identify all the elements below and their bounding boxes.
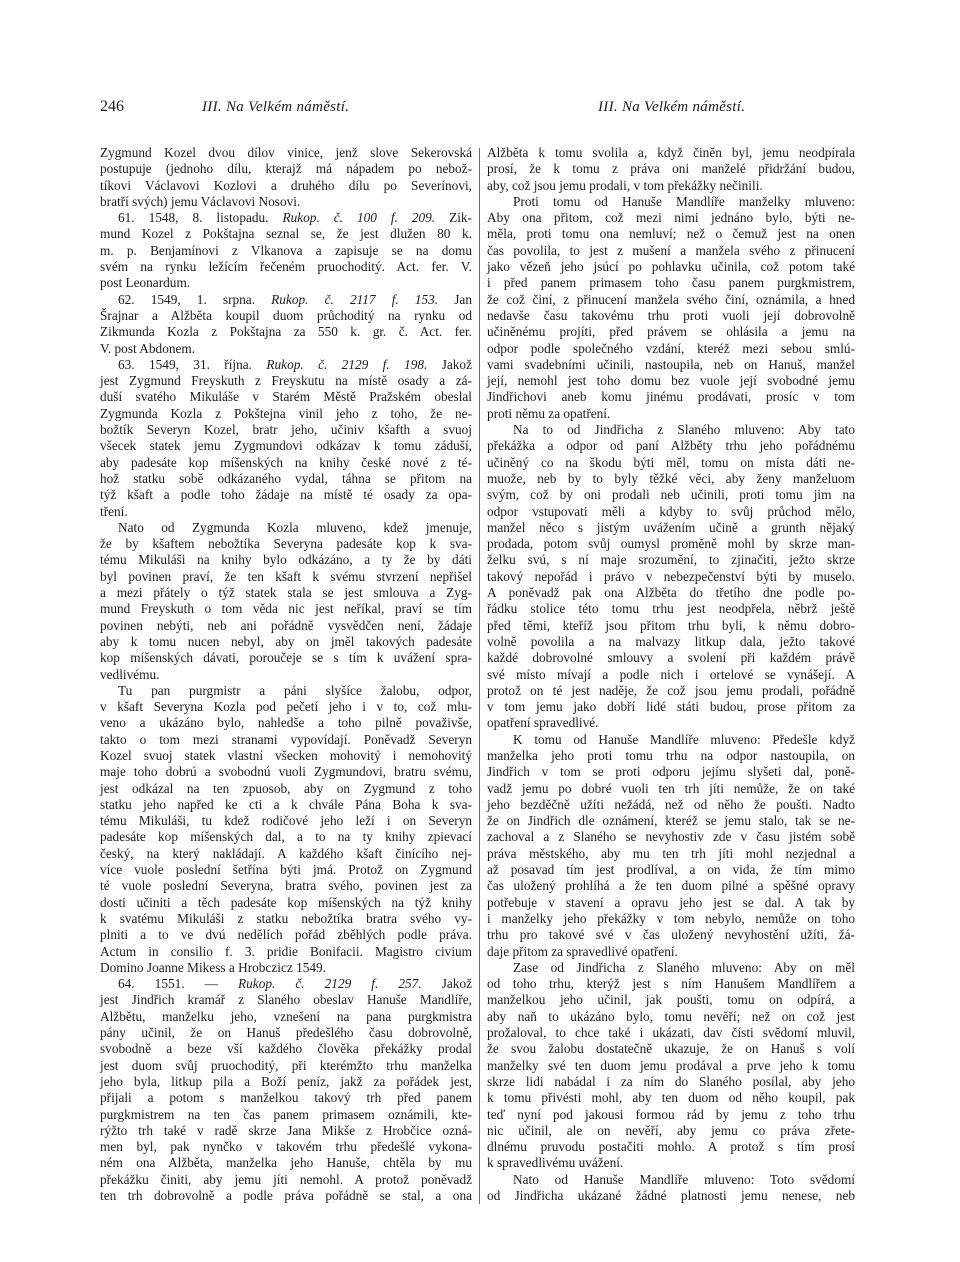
text-line [100,357,472,373]
text-line: postupuje (jednoho dílu, kterajž má nápadem po nebož- [100,161,472,177]
text-line: protož on té jest naděje, že což jsou jemu prodali, pořádně [487,682,855,698]
text-line: Zikmunda Kozla z Pokštajna za 550 k. gr. č. Act. fer. [100,324,472,340]
text-line: jeho bezděčně užíti nežádá, než od něho že poušti. Nadto [487,796,855,812]
text-segment: Zik- [435,210,472,226]
text-line: Nato od Zygmunda Kozla mluveno, kdež jmenuje, [118,519,472,535]
text-line: manželkou jeho učinil, jak poušti, tomu on odpírá, a [487,992,855,1008]
paragraph [100,145,472,210]
text-line: mund Kozel z Pokštajna seznal se, že jest dlužen 80 k. [100,226,472,242]
text-line: té vuole poslední Severyna, bratra svého, povinen jest za [100,878,472,894]
text-line: až posavad tím jest prodlíval, a on vida, že tím mimo [487,862,855,878]
text-line: K tomu od Hanuše Mandlíře mluveno: Předešle když [513,731,855,747]
text-line: překážka a odpor od paní Alžběty trhu jeho pořádnému [487,438,855,454]
text-line: statku jeho napřed ke cti a k chvále Pána Boha k sva- [100,796,472,812]
text-line: vami svadebními učinili, nastoupila, neb on Hanuš, manžel [487,356,855,372]
text-line: post Leonardum. [100,275,191,291]
text-line: manželky své ten duom jemu prodával a prve jeho k tomu [487,1057,855,1073]
manuscript-reference: Rukop. č. 2117 f. 153. [271,291,439,307]
text-line: vedlivému. [100,666,160,682]
text-line: svém na rynku ležícím řečeném pruochoditý. Act. fer. V. [100,259,472,275]
text-line: prosí, že k tomu z práva oni manželé přidržání budou, [487,161,855,177]
text-line: v tom jemu jako dobří lidé státi budou, prose přitom za [487,699,855,715]
text-line: ten trh dobrovolně a podle práva pořádně se stal, a ona [100,1188,472,1203]
text-line: dosti učiniti a těch padesáte kop míšenských na týž knihy [100,894,472,910]
text-line: jest odkázal na ten zpuosob, aby on Zygmund z toho [100,780,472,796]
text-line: přijali a potom s manželkou takový trh před panem [100,1090,472,1106]
text-line: Jindřichovi aneb komu jinému prodávati, prosíc v tom [487,389,855,405]
text-line: skrze lidi nabádal i za ním do Slaného posílal, aby jeho [487,1073,855,1089]
text-line: Kozel svuoj statek vlastní všecken mohovitý i nemohovitý [100,747,472,763]
text-line: manželka jeho proti tomu trhu na odpor nastoupila, on [487,747,855,763]
text-line: odpor podle společného vzdání, kteréž mezi sebou smlú- [487,340,855,356]
text-line: aby naň to ukázáno bylo, tomu nevěří; než on což jest [487,1008,855,1024]
text-line: Jindřich v tom se proti odporu jejímu slyšeti dal, poně- [487,764,855,780]
text-line: želku svú, s ní maje srozumění, to zjinačiti, ježto skrze [487,552,855,568]
text-line: vadž jemu po dobré vuoli ten trh jíti nemůže, že on také [487,780,855,796]
manuscript-reference: Rukop. č. 2129 f. 198. [266,356,428,372]
text-line: Tu pan purgmistr a páni slyšíce žalobu, odpor, [118,682,472,698]
text-line: svobodně a beze vší každého člověka překážky prodal [100,1041,472,1057]
text-line [100,292,472,308]
text-line: teď nyní pod jakousi formou rád by jemu z toho trhu [487,1106,855,1122]
text-line: že svou žalobu dostatečně ukazuje, že on Hanuš s volí [487,1041,855,1057]
paragraph [487,145,855,194]
text-line: potřebuje v stavení a opravu jeho jest se dal. A tak by [487,894,855,910]
text-line: čas povolila, to jest z mušení a manžela svého z přinucení [487,242,855,258]
text-line: Na to od Jindřicha z Slaného mluveno: Aby tato [513,422,855,438]
text-line: muože, neb by to byly těžké věci, aby ženy manželuom [487,470,855,486]
text-line: Alžběta k tomu svolila a, když činěn byl, jemu neodpírala [487,145,855,160]
text-line: její, nemohl jest toho domu bez vuole její svobodné jemu [487,373,855,389]
text-line: v kšaft Severyna Kozla pod pečetí jeho i v to, což mlu- [100,699,472,715]
text-line: učiněnému projíti, před právem se ohlásila a jemu na [487,324,855,340]
text-line: překážku činiti, aby jemu jíti nemohl. A protož poněvadž [100,1171,472,1187]
text-line: povinen nebýti, neb ani pořádně vysvědčen není, žádaje [100,617,472,633]
text-line: takto o tom mezi stranami vypovídají. Poněvadž Severyn [100,731,472,747]
text-segment: Jan [438,291,472,307]
text-line: manžel něco s jistým uvážením učině a grunth nějaký [487,519,855,535]
text-line: od toho trhu, kterýž jest s ním Hanušem Mandlířem a [487,976,855,992]
text-line: týž kšaft a podle toho žádaje na místě té osady za opa- [100,487,472,503]
text-line: Actum in consilio f. 3. pridie Bonifacii. Magistro civium [100,943,472,959]
text-line: každé dobrovolné smlouvy a svolení při každém právě [487,650,855,666]
paragraph [487,194,855,422]
manuscript-reference: Rukop. č. 2129 f. 257. [238,976,422,992]
text-line: duší svatého Mikuláše v Starém Městě Pražském obeslal [100,389,472,405]
running-head-right: III. Na Velkém náměstí. [598,99,746,115]
text-line: tému Mikuláši, tu kdež rodičové jeho leží i on Severyn [100,813,472,829]
text-line: svým, což by oni prodali neb učinili, proti tomu jim na [487,487,855,503]
text-line: trhu pro takové své v čas uložený nevyhostění užíti, žá- [487,927,855,943]
text-line: český, na který nakládají. A každého kšaft činícího nej- [100,845,472,861]
text-line: více vuole poslední šetřína býti jmá. Protož on Zygmund [100,862,472,878]
text-line: zachoval a z Slaného se nevyhostiv zde v času jistém sobě [487,829,855,845]
text-line: Zygmunda Kozla z Pokštejna vinil jeho z toho, že ne- [100,405,472,421]
text-line [100,976,472,992]
text-line: aby k tomu nucen nebyl, aby on jměl takových padesáte [100,633,472,649]
paragraph [487,1172,855,1205]
paragraph [100,976,472,1204]
paragraph [100,683,472,976]
paragraph [487,732,855,960]
text-line: Proti tomu od Hanuše Mandlíře manželky mluveno: [513,193,855,209]
text-line: veno a ukázáno bylo, nahledše a toho pilně považivše, [100,715,472,731]
paragraph [487,422,855,732]
text-line: aby, což jsou jemu prodali, v tom překážky nečinili. [487,177,763,193]
text-line: tíkovi Václavovi Kozlovi a druhého dílu po Severínovi, [100,177,472,193]
text-line: řádku stolice této tomu trhu jest neodpřela, něbrž ještě [487,601,855,617]
text-line: všecek statek jemu Zygmundovi odkázav k tomu záduší, [100,438,472,454]
text-line: nic učinil, ale on nevěří, aby jemu co práva zřete- [487,1122,855,1138]
text-line: pány učinil, že on Hanuš předešlého času dobrovolně, [100,1025,472,1041]
paragraph [487,960,855,1172]
paragraph [100,210,472,291]
text-line: práva městského, aby mu ten trh jíti mohl nezjednal a [487,845,855,861]
text-line: Aby ona přitom, což mezi nimi jednáno bylo, býti ne- [487,210,855,226]
text-line: men byl, pak nynčko v takovém trhu předešlé vykona- [100,1139,472,1155]
text-line: aby padesáte kop míšenských na knihy české nové z té- [100,454,472,470]
text-line: dlnému pruvodu postačiti mohlo. A protož s tím prosí [487,1139,855,1155]
text-line: že by kšaftem nebožtíka Severyna padesáte kop k sva- [100,536,472,552]
paragraph [100,520,472,683]
text-line [100,210,472,226]
text-segment: 64. 1551. — [118,976,239,992]
text-line: Zygmund Kozel dvou dílov vinice, jenž slove Sekerovská [100,145,472,160]
text-line: hož statku sobě odkázaného vydal, táhna se přitom na [100,470,472,486]
text-segment: Jakož [427,356,472,372]
text-line: opatření spravedlivé. [487,715,599,731]
text-line: jest Jindřich kramář z Slaného obeslav Hanuše Mandlíře, [100,992,472,1008]
text-line: učiněný co na škodu býti měl, tomu on místa dáti ne- [487,454,855,470]
text-line: prožaloval, to chce také i ukázati, dav čísti svědomí mluvil, [487,1025,855,1041]
page-number: 246 [100,98,124,115]
right-column [487,145,855,1204]
text-line: že on Jindřich dle oznámení, kteréž se jemu stalo, tak se ne- [487,813,855,829]
text-line: rýžto trh také v radě skrze Jana Mikše z Hrobčice ozná- [100,1122,472,1138]
text-segment: 61. 1548, 8. listopadu. [118,210,283,226]
text-line: Zase od Jindřicha z Slaného mluveno: Aby on měl [513,959,855,975]
text-line: božtík Severyn Kozel, bratr jeho, učiniv kšafth a svuoj [100,422,472,438]
text-line: nedavše času takovému trhu proti vuoli její dobrovolně [487,307,855,323]
text-line: jest Zygmund Freyskuth z Freyskutu na místě osady a zá- [100,373,472,389]
running-head-left: III. Na Velkém náměstí. [202,99,350,115]
text-line: své místo mívají a podle nich i ortelové se vynášejí. A [487,666,855,682]
text-segment: Jakož [421,976,472,992]
left-column [100,145,472,1204]
manuscript-reference: Rukop. č. 100 f. 209. [282,210,436,226]
text-segment: 62. 1549, 1. srpna. [118,291,272,307]
text-line: a mezi přátely o týž statek stala se jest smlouva a Zyg- [100,585,472,601]
text-line: bratří svých) jemu Václavovi Nosovi. [100,193,301,209]
text-line: byl povinen praví, že ten kšaft k svému stvrzení nepřišel [100,568,472,584]
text-line: takový nepořád i právo v nebezpečenství býti by muselo. [487,568,855,584]
text-line: k svatému Mikuláši z statku nebožtíka bratra svého vy- [100,910,472,926]
paragraph [100,357,472,520]
text-line: kop míšenských dávati, poroučeje se s tím k uvážení spra- [100,650,472,666]
text-line: Alžbětu, manželku jeho, vznešení na pana purgkmistra [100,1008,472,1024]
column-divider [479,148,480,1204]
text-line: i před panem primasem toho času panem purgkmistrem, [487,275,855,291]
text-line: purgkmistrem na ten čas panem primasem oznámili, kte- [100,1106,472,1122]
text-line: měla, proti tomu ona nemluví; než o čemuž jest na onen [487,226,855,242]
text-line: tému Mikuláši na knihy bylo odkázáno, a ty že by dáti [100,552,472,568]
text-line: i manželky jeho překážky v tom nebylo, nemůže on toho [487,910,855,926]
text-line: čas uložený prohlíhá a že ten duom pilné a spěšné opravy [487,878,855,894]
text-line: ném ona Alžběta, manželka jeho Hanuše, chtěla by mu [100,1155,472,1171]
text-line: m. p. Benjamínovi z Vlkanova a zapisuje se na domu [100,242,472,258]
text-line: V. post Abdonem. [100,340,196,356]
text-line: A poněvadž pak ona Alžběta do třetího dne podle po- [487,585,855,601]
text-line: jest duom svůj pruochoditý, při kterémžto trhu manželka [100,1057,472,1073]
text-line: před těmi, kteříž jsou přitom trhu byli, k němu dobro- [487,617,855,633]
text-line: prodada, potom svůj oumysl proměně mohl by skrze man- [487,536,855,552]
text-line: volně povolila a na malvazy litkup dala, ježto takové [487,633,855,649]
text-line: padesáte kop míšenských dal, a to na ty knihy zpievací [100,829,472,845]
text-line: mund Freyskuth o tom věda nic jest neříkal, praví se tím [100,601,472,617]
text-line: že což činí, z přinucení manžela svého činí, oznámila, a hned [487,291,855,307]
text-line: Šrajnar a Alžběta koupil duom průchoditý na rynku od [100,307,472,323]
text-line: k tomu přivésti mohl, aby ten duom od něho koupil, pak [487,1090,855,1106]
text-segment: 63. 1549, 31. října. [118,356,267,372]
text-line: od Jindřicha ukázané žádné platnosti jemu nenese, neb [487,1188,855,1203]
paragraph [100,292,472,357]
text-line: Domino Joanne Mikess a Hrobczicz 1549. [100,959,326,975]
text-line: tření. [100,503,128,519]
text-line: plniti a to ve dvú nedělích pořád zběhlých podle práva. [100,927,472,943]
text-line: odpor vstupovati měli a kdyby to svůj průchod mělo, [487,503,855,519]
text-line: proti němu za opatření. [487,405,611,421]
text-line: maje toho dobrú a svobodnú vuoli Zygmundovi, bratru svému, [100,764,472,780]
text-line: Nato od Hanuše Mandlíře mluveno: Toto svědomí [513,1171,855,1187]
text-line: jako vězeň jeho jsúcí po pohlavku učinila, což potom také [487,259,855,275]
text-line: jeho byla, litkup pila a Boží peníz, jakž za pořádek jest, [100,1073,472,1089]
text-line: daje přitom za spravedlivé opatření. [487,943,678,959]
text-line: k spravedlivému uvážení. [487,1155,624,1171]
